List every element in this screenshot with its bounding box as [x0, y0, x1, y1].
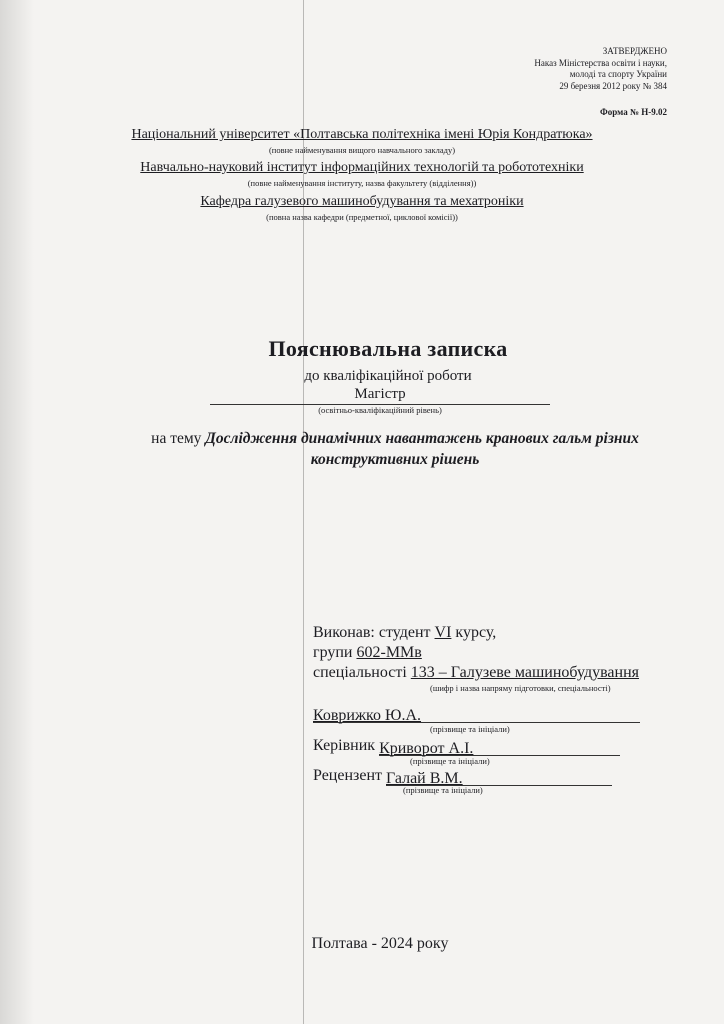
- supervisor-line: [313, 736, 620, 756]
- reviewer-line: [313, 766, 612, 786]
- form-number: Форма № Н-9.02: [600, 107, 667, 117]
- reviewer-label: Рецензент: [313, 767, 382, 784]
- institute-hint: (повне найменування інституту, назва факультету (відділення)): [247, 178, 477, 188]
- group-line: групи 602-ММв: [313, 644, 422, 661]
- degree-field: Магістр: [210, 386, 550, 405]
- university-name: Національний університет «Полтавська політехніка імені Юрія Кондратюка»: [131, 127, 593, 142]
- document-title: Пояснювальна записка: [268, 336, 508, 361]
- approval-line: молоді та спорту України: [569, 69, 667, 79]
- document-subtitle: до кваліфікаційної роботи: [304, 368, 472, 384]
- approval-line: Наказ Міністерства освіти і науки,: [534, 57, 667, 68]
- specialty-hint: (шифр і назва напряму підготовки, спеціальності): [430, 683, 611, 693]
- department-name: Кафедра галузевого машинобудування та мехатроніки: [200, 194, 524, 209]
- author-line: [313, 703, 640, 723]
- specialty-line: спеціальності 133 – Галузеве машинобудування: [313, 664, 640, 681]
- topic-text: Дослідження динамічних навантажень кранових гальм різних конструктивних рішень: [205, 430, 639, 468]
- reviewer-hint: (прізвище та ініціали): [403, 785, 483, 795]
- supervisor-label: Керівник: [313, 737, 376, 754]
- degree-hint: (освітньо-кваліфікаційний рівень): [318, 405, 442, 415]
- department-hint: (повна назва кафедри (предметної, циклової комісії)): [266, 212, 458, 222]
- topic-prefix: на тему: [151, 430, 202, 447]
- topic: [105, 428, 685, 470]
- author-name: Коврижко Ю.А.: [313, 707, 422, 724]
- approval-line: ЗАТВЕРДЖЕНО: [602, 46, 667, 56]
- course-value: VI: [434, 624, 452, 641]
- supervisor-name: Криворот А.І.: [379, 740, 474, 757]
- group-value: 602-ММв: [356, 644, 422, 661]
- reviewer-name: Галай В.М.: [386, 770, 463, 787]
- approval-block: [534, 46, 667, 92]
- specialty-value: 133 – Галузеве машинобудування: [410, 664, 640, 681]
- supervisor-hint: (прізвище та ініціали): [410, 756, 490, 766]
- student-course-line: Виконав: студент VI курсу,: [313, 624, 497, 641]
- university-hint: (повне найменування вищого навчального закладу): [268, 145, 456, 155]
- city-year: Полтава - 2024 року: [311, 935, 449, 952]
- institute-name: Навчально-науковий інститут інформаційних технологій та робототехніки: [140, 160, 584, 175]
- author-name-hint: (прізвище та ініціали): [430, 724, 510, 734]
- approval-line: 29 березня 2012 року № 384: [559, 80, 667, 91]
